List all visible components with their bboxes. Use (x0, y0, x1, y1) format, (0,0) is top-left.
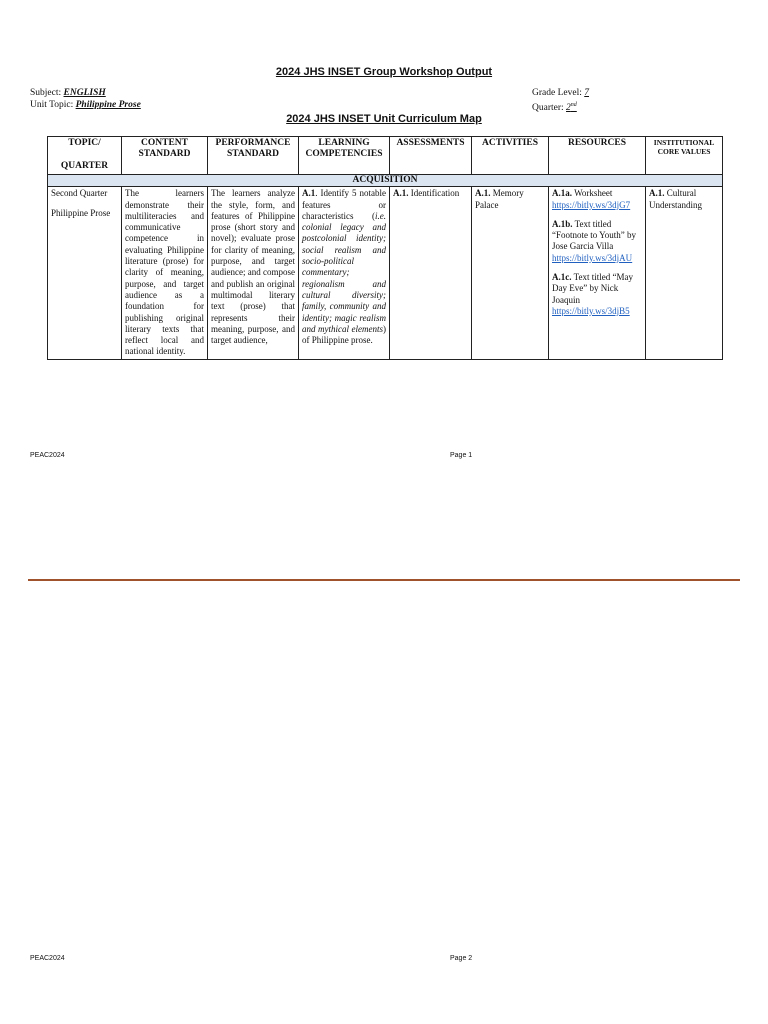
learning-competency-cell: A.1. Identify 5 notable features or characteristics (i.e. colonial legacy and postcolonial identity; social realism and socio-political commentary; regionalism and cultural diversity; family, community and identity; magic realism and mythical elements) of Philippine prose. (299, 187, 390, 359)
header-performance-standard: PERFORMANCE STANDARD (208, 137, 299, 175)
grade-level-label: Grade Level: (532, 88, 582, 98)
unit-topic-value: Philippine Prose (75, 99, 141, 110)
acquisition-band (48, 175, 723, 187)
subject-value: ENGLISH (63, 88, 106, 98)
resource-item: A.1a. Worksheet https://bitly.ws/3djG7 (552, 188, 631, 210)
curriculum-map-table (47, 136, 723, 360)
header-topic: TOPIC/ QUARTER (48, 137, 122, 175)
subject-label: Subject: (30, 88, 62, 98)
footer-left-2: PEAC2024 (30, 955, 65, 962)
curriculum-map-title: 2024 JHS INSET Unit Curriculum Map (286, 113, 482, 125)
page-divider (28, 579, 740, 581)
content-standard-cell: The learners demonstrate their multiliteracies and communicative competence in evaluating Philippine literature (prose) for clarity of meaning, purpose, and target audience as a foundation for publishing original literary texts that reflect local and national identity. (122, 187, 208, 359)
resource-item: A.1b. Text titled “Footnote to Youth” by Jose Garcia Villa https://bitly.ws/3djAU (552, 218, 637, 263)
header-core-values: INSTITUTIONAL CORE VALUES (646, 137, 723, 175)
quarter-text: Second Quarter (51, 188, 108, 199)
topic-text: Philippine Prose (51, 207, 111, 218)
quarter-suffix: nd (570, 101, 577, 108)
subject-block (30, 88, 141, 111)
table-row (48, 187, 723, 359)
header-row (48, 137, 723, 175)
resource-link-3[interactable]: https://bitly.ws/3djB5 (552, 305, 630, 316)
resource-link-1[interactable]: https://bitly.ws/3djG7 (552, 199, 631, 210)
core-values-cell: A.1. Cultural Understanding (646, 187, 723, 359)
resources-cell (549, 187, 646, 359)
header-activities: ACTIVITIES (472, 137, 549, 175)
header-learning-competencies: LEARNING COMPETENCIES (299, 137, 390, 175)
acquisition-label: ACQUISITION (48, 175, 723, 187)
grade-block (532, 88, 589, 114)
performance-standard-cell: The learners analyze the style, form, and features of Philippine prose (short story and novel); evaluate prose for clarity of meaning, purpose, and target audience; and compose and publish an original multimodal literary text (prose) that represents their meaning, purpose, and target audience, (208, 187, 299, 359)
header-resources: RESOURCES (549, 137, 646, 175)
header-assessments: ASSESSMENTS (390, 137, 472, 175)
assessment-cell: A.1. Identification (390, 187, 472, 359)
quarter-number: 2 (566, 102, 571, 113)
page-number-2: Page 2 (450, 955, 473, 962)
grade-level-value: 7 (584, 88, 589, 98)
quarter-label: Quarter: (532, 102, 564, 113)
quarter-value (566, 103, 577, 113)
header-content-standard: CONTENT STANDARD (122, 137, 208, 175)
document-title: 2024 JHS INSET Group Workshop Output (275, 66, 493, 78)
unit-topic-label: Unit Topic: (30, 99, 74, 110)
resource-item: A.1c. Text titled “May Day Eve” by Nick Joaquin https://bitly.ws/3djB5 (552, 272, 633, 316)
footer-left-1: PEAC2024 (30, 452, 65, 459)
resource-link-2[interactable]: https://bitly.ws/3djAU (552, 252, 633, 263)
activity-cell: A.1. Memory Palace (472, 187, 549, 359)
page-number-1: Page 1 (450, 452, 473, 459)
topic-cell (48, 187, 122, 359)
